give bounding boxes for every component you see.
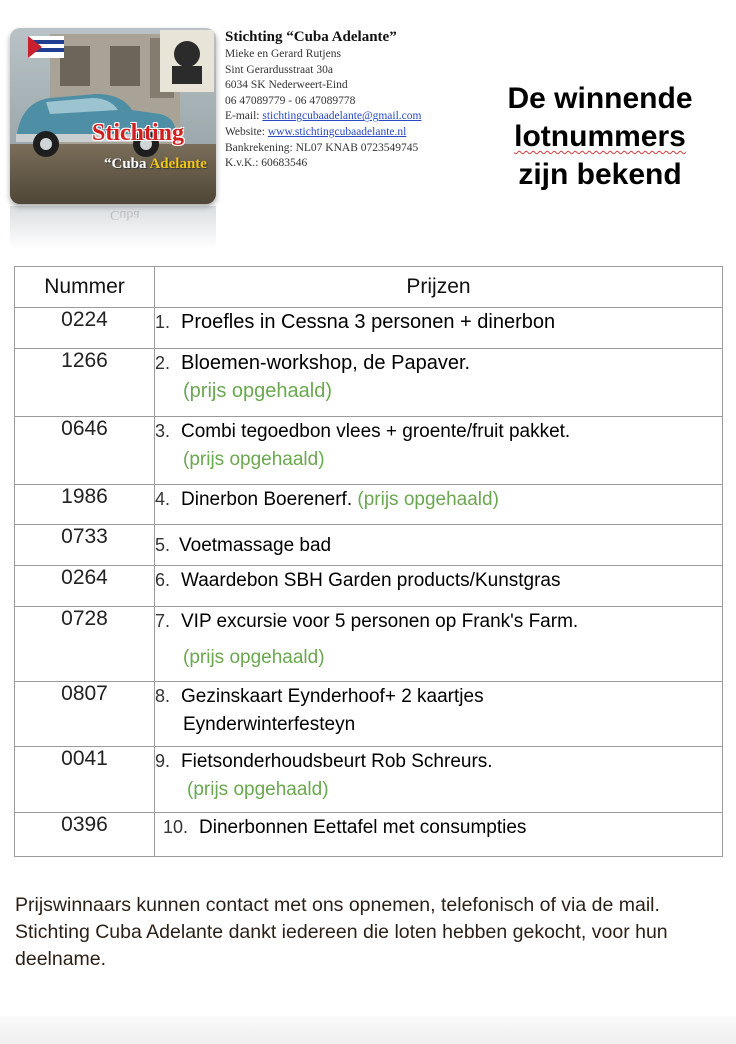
table-row	[15, 417, 723, 485]
logo-subtitle: “Cuba Adelante	[104, 156, 207, 172]
prize-rank: 2.	[155, 353, 171, 373]
prize-cell	[155, 682, 723, 747]
prize-rank: 1.	[155, 312, 171, 332]
table-row	[15, 747, 723, 813]
prize-rank: 7.	[155, 611, 171, 631]
table-row	[15, 485, 723, 525]
contact-kvk: K.v.K.: 60683546	[225, 157, 308, 170]
footer-contact-note: Prijswinnaars kunnen contact met ons opnemen, telefonisch of via de mail.	[15, 894, 660, 916]
bottom-band	[0, 1016, 736, 1044]
prize-rank: 9.	[155, 751, 171, 771]
prize-description: Gezinskaart Eynderhoof+ 2 kaartjes	[181, 686, 484, 707]
prize-cell	[155, 308, 723, 349]
table-row	[15, 525, 723, 566]
prize-cell	[155, 485, 723, 525]
footer-thanks-note: Stichting Cuba Adelante dankt iedereen die loten hebben gekocht, voor hun deelname.	[15, 921, 668, 970]
prize-cell	[155, 813, 723, 857]
prize-description: Waardebon SBH Garden products/Kunstgras	[181, 570, 561, 591]
header-number: Nummer	[15, 267, 155, 308]
prize-cell	[155, 566, 723, 607]
email-link[interactable]: stichtingcubaadelante@gmail.com	[262, 110, 422, 123]
logo-reflection: Cuba	[10, 206, 216, 250]
prize-rank: 4.	[155, 489, 171, 509]
table-row	[15, 607, 723, 682]
prize-rank: 10.	[163, 817, 189, 837]
contact-city: 6034 SK Nederweert-Eind	[225, 79, 348, 92]
prize-description: Proefles in Cessna 3 personen + dinerbon	[181, 311, 556, 333]
lot-number: 0041	[15, 747, 155, 813]
lot-number: 0224	[15, 308, 155, 349]
prize-rank: 3.	[155, 421, 171, 441]
lot-number: 1266	[15, 349, 155, 417]
prize-description: Bloemen-workshop, de Papaver.	[181, 352, 471, 374]
prize-description: Combi tegoedbon vlees + groente/fruit pakket.	[181, 421, 571, 442]
prize-description-continued: Eynderwinterfesteyn	[183, 714, 356, 735]
contact-email-row: E-mail: stichtingcubaadelante@gmail.com	[225, 110, 422, 123]
lot-number: 0396	[15, 813, 155, 857]
logo-title: Stichting	[92, 120, 185, 146]
prize-description: Voetmassage bad	[179, 535, 332, 556]
headline-line-1: De winnende	[507, 82, 693, 115]
organization-name: Stichting “Cuba Adelante”	[225, 29, 397, 45]
prize-status: (prijs opgehaald)	[183, 647, 325, 668]
table-row	[15, 308, 723, 349]
prize-status: (prijs opgehaald)	[187, 779, 329, 800]
lot-number: 0728	[15, 607, 155, 682]
lot-number: 0646	[15, 417, 155, 485]
prize-status: (prijs opgehaald)	[183, 449, 325, 470]
prize-cell	[155, 607, 723, 682]
headline	[470, 80, 730, 194]
prize-rank: 6.	[155, 570, 171, 590]
prize-description: VIP excursie voor 5 personen op Frank's Farm.	[181, 611, 579, 632]
contact-block	[225, 28, 421, 172]
prize-table	[14, 266, 723, 857]
lot-number: 0733	[15, 525, 155, 566]
prize-cell	[155, 747, 723, 813]
headline-line-2: lotnummers	[514, 120, 686, 153]
prize-rank: 8.	[155, 686, 171, 706]
lot-number: 0807	[15, 682, 155, 747]
contact-bank: Bankrekening: NL07 KNAB 0723549745	[225, 141, 419, 154]
contact-website-row: Website: www.stichtingcubaadelante.nl	[225, 125, 407, 138]
header-prizes: Prijzen	[155, 267, 723, 308]
lot-number: 1986	[15, 485, 155, 525]
prize-cell	[155, 349, 723, 417]
prize-status: (prijs opgehaald)	[183, 380, 332, 402]
table-row	[15, 682, 723, 747]
prize-cell	[155, 417, 723, 485]
prize-cell	[155, 525, 723, 566]
contact-phones: 06 47089779 - 06 47089778	[225, 94, 356, 107]
headline-line-3: zijn bekend	[518, 158, 682, 191]
table-row	[15, 349, 723, 417]
logo-photo	[10, 28, 216, 204]
website-link[interactable]: www.stichtingcubaadelante.nl	[267, 125, 407, 138]
prize-status: (prijs opgehaald)	[357, 489, 499, 510]
logo	[10, 28, 216, 204]
contact-street: Sint Gerardusstraat 30a	[225, 63, 333, 76]
footer-text	[15, 892, 725, 973]
table-row	[15, 813, 723, 857]
prize-rank: 5.	[155, 535, 171, 555]
lot-number: 0264	[15, 566, 155, 607]
prize-description: Fietsonderhoudsbeurt Rob Schreurs.	[181, 751, 493, 772]
table-header-row	[15, 267, 723, 308]
prize-description: Dinerbon Boerenerf.	[181, 489, 353, 510]
contact-names: Mieke en Gerard Rutjens	[225, 48, 341, 60]
table-row	[15, 566, 723, 607]
prize-description: Dinerbonnen Eettafel met consumpties	[199, 817, 527, 838]
